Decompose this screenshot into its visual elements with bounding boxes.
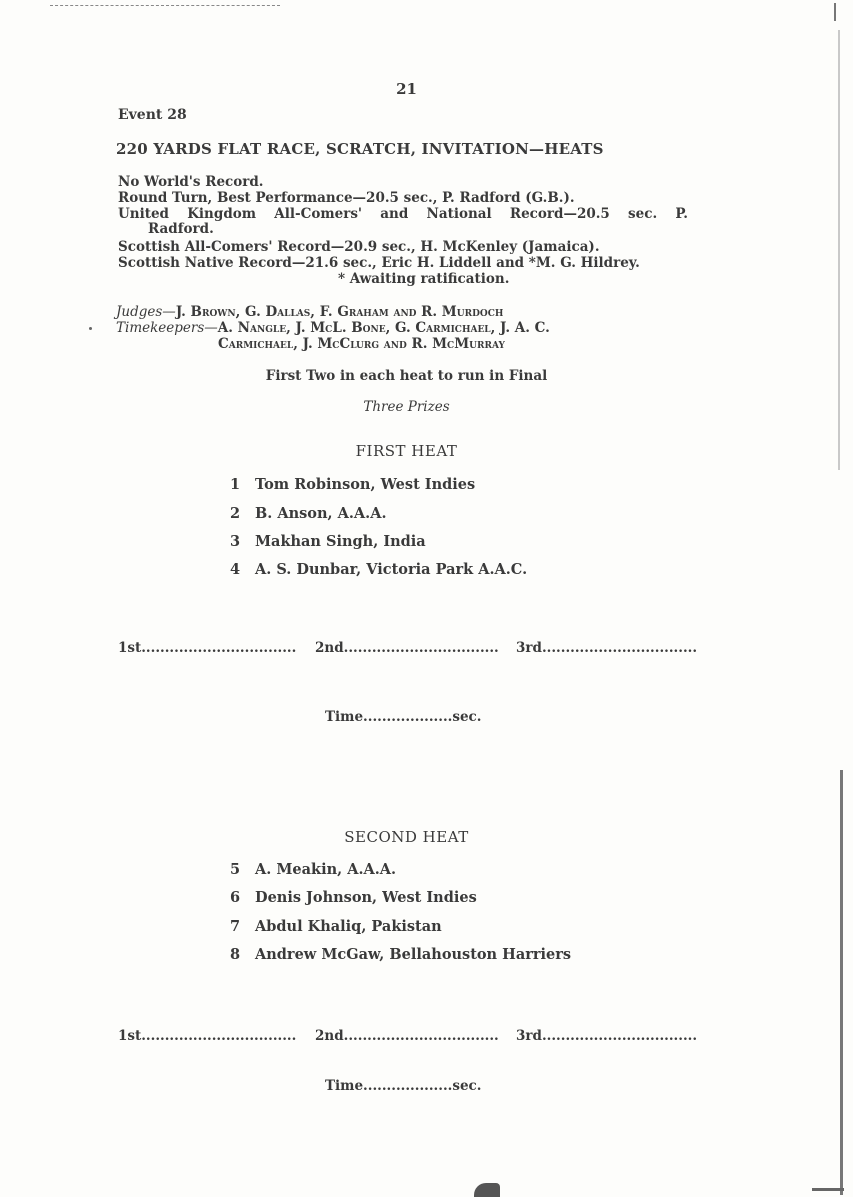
scan-edge-mark	[838, 30, 840, 470]
entry-name: Andrew McGaw, Bellahouston Harriers	[255, 946, 572, 963]
record-line: Scottish All-Comers' Record—20.9 sec., H. McKenley (Jamaica).	[118, 239, 600, 255]
timekeepers-line	[116, 320, 550, 336]
second-place-blank[interactable]: 2nd.................................	[315, 1028, 499, 1044]
entry-name: Abdul Khaliq, Pakistan	[255, 918, 442, 935]
record-line: Scottish Native Record—21.6 sec., Eric H. Liddell and *M. G. Hildrey.	[118, 255, 640, 271]
record-line: United Kingdom All-Comers' and National Record—20.5 sec. P.	[118, 206, 688, 222]
third-place-blank[interactable]: 3rd.................................	[516, 640, 698, 656]
event-number: Event 28	[118, 107, 187, 123]
heat-title: FIRST HEAT	[355, 442, 458, 460]
time-blank[interactable]: Time...................sec.	[325, 1078, 482, 1094]
event-title: 220 YARDS FLAT RACE, SCRATCH, INVITATION—HEATS	[116, 140, 604, 158]
timekeepers-names: A. Nangle, J. McL. Bone, G. Carmichael, J. A. C.	[217, 320, 550, 336]
third-place-blank[interactable]: 3rd.................................	[516, 1028, 698, 1044]
scan-edge-mark	[840, 770, 843, 1195]
heat-title: SECOND HEAT	[344, 828, 469, 846]
scan-edge-mark	[834, 3, 836, 21]
scan-edge-mark	[812, 1188, 844, 1191]
record-line: Round Turn, Best Performance—20.5 sec., P. Radford (G.B.).	[118, 190, 575, 206]
judges-names: J. Brown, G. Dallas, F. Graham and R. Murdoch	[175, 304, 504, 320]
judges-line	[116, 304, 688, 320]
first-place-blank[interactable]: 1st.................................	[118, 640, 297, 656]
record-note: * Awaiting ratification.	[338, 271, 510, 287]
page-number: 21	[396, 80, 417, 98]
timekeepers-label: Timekeepers—	[116, 320, 218, 336]
judges-label: Judges—	[116, 304, 176, 320]
entry-number: 2	[229, 505, 241, 522]
scan-smudge	[474, 1183, 500, 1197]
qualification-note: First Two in each heat to run in Final	[265, 368, 548, 384]
first-place-blank[interactable]: 1st.................................	[118, 1028, 297, 1044]
entry-number: 7	[229, 918, 241, 935]
entry-name: Makhan Singh, India	[255, 533, 426, 550]
entry-number: 3	[229, 533, 241, 550]
entry-number: 8	[229, 946, 241, 963]
timekeepers-names-cont: Carmichael, J. McClurg and R. McMurray	[218, 336, 505, 352]
entry-number: 6	[229, 889, 241, 906]
scan-dot	[89, 327, 92, 330]
entry-name: B. Anson, A.A.A.	[255, 505, 387, 522]
record-line: No World's Record.	[118, 174, 264, 190]
prizes-note	[0, 399, 813, 415]
time-blank[interactable]: Time...................sec.	[325, 709, 482, 725]
entry-name: Tom Robinson, West Indies	[255, 476, 476, 493]
entry-name: A. Meakin, A.A.A.	[255, 861, 397, 878]
entry-name: Denis Johnson, West Indies	[255, 889, 477, 906]
entry-number: 5	[229, 861, 241, 878]
scan-edge-mark	[50, 5, 280, 6]
second-place-blank[interactable]: 2nd.................................	[315, 640, 499, 656]
entry-number: 4	[229, 561, 241, 578]
entry-number: 1	[229, 476, 241, 493]
record-line-continued: Radford.	[148, 221, 214, 237]
prizes-text: Three Prizes	[363, 399, 450, 415]
entry-name: A. S. Dunbar, Victoria Park A.A.C.	[255, 561, 528, 578]
